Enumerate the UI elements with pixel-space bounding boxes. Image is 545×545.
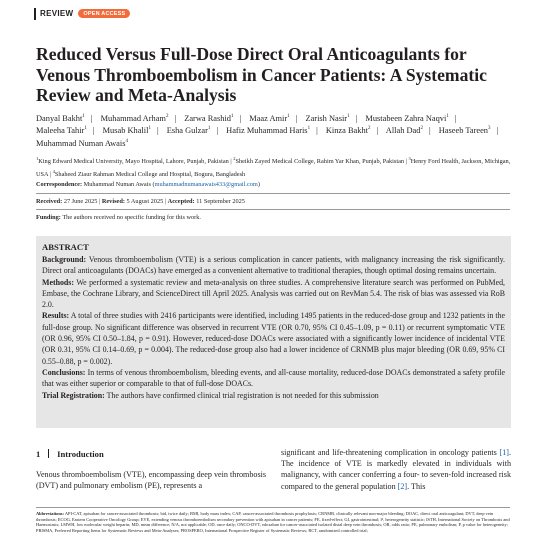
funding <box>36 214 201 222</box>
author-separator: | <box>90 113 93 123</box>
section-number: 1 <box>36 449 41 459</box>
author-affiliation-mark: 1 <box>347 114 350 119</box>
author-affiliation-mark: 2 <box>367 126 371 132</box>
author-list <box>36 112 516 150</box>
author-separator: | <box>92 126 95 136</box>
abstract-results <box>42 310 505 366</box>
author-affiliation-mark: 3 <box>487 126 491 132</box>
author-name: Esha Gulzar$^1$ <box>166 126 211 136</box>
header-bar <box>34 8 36 20</box>
author-separator: | <box>454 113 457 123</box>
author-affiliation-mark: 1 <box>84 126 87 132</box>
affiliation-3: Henry Ford Health, Jackson, Michigan, USA | <box>36 158 511 178</box>
correspondence: Correspondence: Muhammad Numan Awais (muhammadnumanawais433@gmail.com) <box>36 181 260 188</box>
abbreviations-footnote <box>36 507 510 533</box>
background-text: Venous thromboembolism (VTE) is a serious complication in cancer patients, with malignancy increasing the risk significantly. Direct oral anticoagulants (DOACs) have emerged as a convenient alternative to traditional therapies, though optimal dosing remains uncertain. <box>42 255 505 276</box>
author-separator: | <box>156 126 159 136</box>
affiliation-4: Shaheed Ziaur Rahman Medical College and Hospital, Bogura, Bangladesh <box>54 170 246 178</box>
affiliation-1: King Edward Medical University, Mayo Hospital, Lahore, Punjab, Pakistan | <box>38 158 234 166</box>
trial-text: The authors have confirmed clinical trial registration is not needed for this submission <box>106 390 379 400</box>
abbreviations-text: API-CAT, apixaban for cancer-associated thrombosis; bid, twice daily; BMI, body mass index; CAP, cancer-associated thrombosis prophylaxis; CRNMB, clinically relevant non-major bleeding; DOAC, direct oral anticoagulant; DVT, deep vein thrombosis; ECOG, Eastern Cooperative Oncology Group; EVE, extending venous thromboembolism secondary prevention with apixaban in cancer patients; FE, fixed-effect; GI, gastrointestinal; I², heterogeneity statistic; ISTH, International Society on Thrombosis and Haemostasis; LMWH, low molecular weight heparin; MD, mean difference; N/A, not applicable; OD, once daily; ONCO-DVT, edoxaban for cancer-associated isolated distal deep vein thrombosis; OR, odds ratio; PE, pulmonary embolism; P, p value for heterogeneity; PRISMA, Preferred Reporting Items for Systematic Reviews and Meta-Analyses; PROSPERO, International Prospective Register of Systematic Reviews; RCT, randomized controlled trial; <box>36 511 510 533</box>
author-name: Muhammad Arham$^2$ <box>100 113 169 123</box>
abbreviations-label: Abbreviations: <box>36 511 64 516</box>
author-name: Mustabeen Zahra Naqvi$^1$ <box>365 113 449 123</box>
author-name: Maleeha Tahir$^1$ <box>36 126 87 136</box>
author-name: Muhammad Numan Awais$^4$ <box>36 138 128 148</box>
article-type-label: REVIEW <box>40 9 74 18</box>
author-separator: | <box>239 113 242 123</box>
conclusions-text: In terms of venous thromboembolism, bleeding events, and all-cause mortality, reduced-dose DOACs demonstrated a safety profile that was either superior or comparable to that of full-dose DOACs. <box>42 367 505 389</box>
section-heading <box>36 449 104 459</box>
background-label: Background: <box>42 255 87 264</box>
author-separator: | <box>174 113 177 123</box>
trial-label: Trial Registration: <box>42 390 105 400</box>
author-name: Kinza Bakht$^2$ <box>325 126 371 136</box>
results-label: Results: <box>42 311 70 321</box>
funding-text: The authors received no specific funding for this work. <box>62 214 201 221</box>
correspondence-email-link[interactable]: muhammadnumanawais433@gmail.com <box>154 181 258 188</box>
section-divider <box>48 449 49 458</box>
methods-label: Methods: <box>42 277 74 287</box>
open-access-badge: OPEN ACCESS <box>78 9 130 18</box>
author-name: Danyal Bakht$^1$ <box>36 113 85 123</box>
intro-right-text-a: significant and life-threatening complication in oncology patients <box>281 448 500 457</box>
author-separator: | <box>355 113 358 123</box>
intro-left-column <box>36 469 266 491</box>
abstract-background <box>42 254 505 277</box>
author-affiliation-mark: 1 <box>230 114 234 119</box>
article-title: Reduced Versus Full-Dose Direct Oral Anticoagulants for Venous Thromboembolism in Cancer Patients: A Systematic Review and Meta-Analysis <box>36 44 487 105</box>
affiliation-2: Sheikh Zayed Medical College, Rahim Yar Khan, Punjab, Pakistan | <box>235 158 409 166</box>
intro-left-text: Venous thromboembolism (VTE), encompassing deep vein thrombosis (DVT) and pulmonary embolism (PE), represents a <box>36 470 266 491</box>
author-name: Zarwa Rashid$^1$ <box>184 113 234 123</box>
author-name: Haseeb Tareen$^3$ <box>438 126 491 136</box>
divider <box>36 209 510 210</box>
abstract-conclusions <box>42 367 505 390</box>
abstract-box <box>36 236 511 428</box>
section-title: Introduction <box>57 449 104 459</box>
author-affiliation-mark: 1 <box>446 114 449 119</box>
author-name: Musab Khalil$^1$ <box>102 126 151 136</box>
author-affiliation-mark: 2 <box>165 114 169 119</box>
article-type-header <box>34 7 130 20</box>
intro-right-text-b: . The incidence of VTE is markedly elevated in individuals with malignancy, with cancer conferring a four- to seven-fold increased risk compared to the general population <box>281 448 511 491</box>
methods-text: We performed a systematic review and meta-analysis on three studies. A comprehensive literature search was performed on PubMed, Embase, the Cochrane Library, and ScienceDirect till April 2025. Analysis was carried out on RevMan 5.4. The risk of bias was assessed via RoB 2.0. <box>42 277 505 310</box>
citation-link-1[interactable]: [1] <box>499 448 509 457</box>
author-separator: | <box>496 126 499 136</box>
abstract-methods <box>42 277 505 311</box>
revised-label: Revised: <box>101 198 125 205</box>
divider <box>36 193 510 194</box>
received-label: Received: <box>36 198 63 205</box>
abstract-trial-registration <box>42 390 505 401</box>
author-name: Allah Dad$^2$ <box>385 126 423 136</box>
author-affiliation-mark: 2 <box>420 126 423 132</box>
results-text: A total of three studies with 2416 participants were identified, including 1495 patients in the reduced-dose group and 1232 patients in the full-dose group. No significant difference was observed in recurrent VTE (OR 0.70, 95% CI 0.45–1.09, p = 0.11) or recurrent symptomatic VTE (OR 0.96, 95% CI 0.50–1.84, p = 0.91). However, reduced-dose DOACs were associated with a significantly lower incidence of incidental VTE (OR 0.31, 95% CI 0.14–0.69, p = 0.004). The reduced-dose group also had a lower incidence of CRNMB plus major bleeding (OR 0.69, 95% CI 0.55–0.88, p = 0.002). <box>42 311 505 366</box>
author-separator: | <box>216 126 219 136</box>
author-affiliation-mark: 4 <box>125 139 128 145</box>
author-affiliation-mark: 1 <box>307 126 311 132</box>
funding-label: Funding: <box>36 214 61 221</box>
author-affiliation-mark: 1 <box>287 114 290 119</box>
author-name: Maaz Amir$^1$ <box>249 113 290 123</box>
conclusions-label: Conclusions: <box>42 367 86 377</box>
citation-link-2[interactable]: [2] <box>397 481 408 491</box>
affiliations: $^1$King Edward Medical University, Mayo Hospital, Lahore, Punjab, Pakistan | $^2$Sheikh Zayed Medical College, Rahim Yar Khan, Punjab, Pakistan | $^3$Henry Ford Health, Jackson, Michigan, USA | $^4$Shaheed Ziaur Rahman Medical College and Hospital, Bogura, Bangladesh <box>36 156 511 178</box>
author-separator: | <box>376 126 379 136</box>
author-affiliation-mark: 1 <box>82 114 85 119</box>
accepted-date: 11 September 2025 <box>196 198 245 205</box>
correspondence-label: Correspondence: <box>36 181 83 188</box>
dates: Received: 27 June 2025 | Revised: 5 August 2025 | Accepted: 11 September 2025 <box>36 198 245 205</box>
received-date: 27 June 2025 <box>63 198 98 205</box>
correspondence-name: Muhammad Numan Awais <box>83 181 151 188</box>
author-affiliation-mark: 1 <box>148 126 151 132</box>
revised-date: 5 August 2025 <box>126 198 164 205</box>
intro-right-column <box>281 447 511 492</box>
accepted-label: Accepted: <box>167 198 195 205</box>
author-separator: | <box>428 126 431 136</box>
author-separator: | <box>316 126 318 136</box>
abstract-heading: ABSTRACT <box>42 242 89 252</box>
intro-right-text-c: . This <box>407 481 426 491</box>
author-name: Zarish Nasir$^1$ <box>305 113 350 123</box>
author-affiliation-mark: 1 <box>207 126 211 132</box>
author-separator: | <box>295 113 298 123</box>
author-name: Hafiz Muhammad Haris$^1$ <box>226 126 311 136</box>
